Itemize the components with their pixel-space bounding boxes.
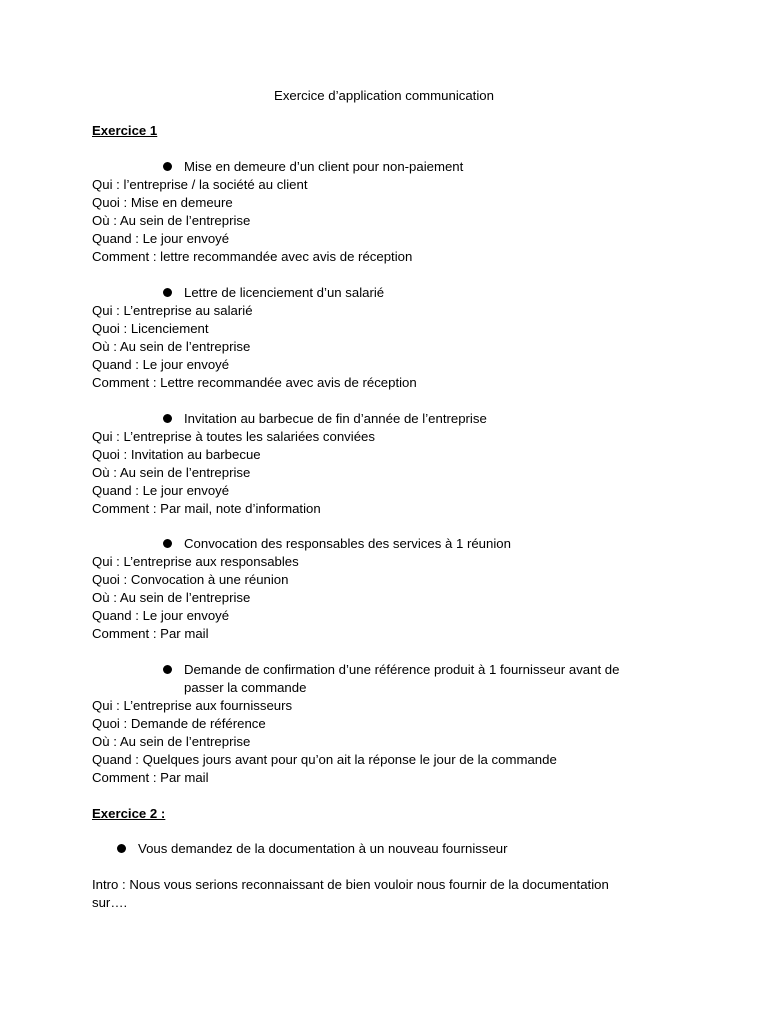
ou-line: Où : Au sein de l’entreprise (92, 734, 251, 749)
intro-line-continuation: sur…. (92, 895, 128, 910)
quoi-line: Quoi : Demande de référence (92, 716, 266, 731)
comment-line: Comment : Par mail (92, 626, 209, 641)
bullet-dot-icon (163, 162, 172, 171)
bullet-text: Mise en demeure d’un client pour non-paiement (184, 159, 464, 174)
document-title: Exercice d’application communication (274, 88, 494, 103)
quand-line: Quand : Quelques jours avant pour qu’on ait la réponse le jour de la commande (92, 752, 557, 767)
ou-line: Où : Au sein de l’entreprise (92, 590, 251, 605)
qui-line: Qui : L’entreprise aux fournisseurs (92, 698, 293, 713)
bullet-text: Vous demandez de la documentation à un nouveau fournisseur (138, 841, 508, 856)
bullet-dot-icon (163, 539, 172, 548)
ou-line: Où : Au sein de l’entreprise (92, 339, 251, 354)
qui-line: Qui : L’entreprise aux responsables (92, 554, 299, 569)
bullet-text: Convocation des responsables des services à 1 réunion (184, 536, 511, 551)
exercice-2-heading: Exercice 2 : (92, 806, 166, 821)
quoi-line: Quoi : Invitation au barbecue (92, 447, 261, 462)
ou-line: Où : Au sein de l’entreprise (92, 213, 251, 228)
qui-line: Qui : L’entreprise au salarié (92, 303, 253, 318)
quoi-line: Quoi : Licenciement (92, 321, 209, 336)
quand-line: Quand : Le jour envoyé (92, 608, 230, 623)
intro-line: Intro : Nous vous serions reconnaissant de bien vouloir nous fournir de la documentation (92, 877, 609, 892)
bullet-text: Demande de confirmation d’une référence produit à 1 fournisseur avant de (184, 662, 620, 677)
bullet-dot-icon (163, 414, 172, 423)
bullet-text: Lettre de licenciement d’un salarié (184, 285, 385, 300)
quand-line: Quand : Le jour envoyé (92, 231, 230, 246)
bullet-dot-icon (163, 665, 172, 674)
qui-line: Qui : L’entreprise à toutes les salariées conviées (92, 429, 375, 444)
quoi-line: Quoi : Mise en demeure (92, 195, 233, 210)
qui-line: Qui : l’entreprise / la société au client (92, 177, 308, 192)
bullet-dot-icon (117, 844, 126, 853)
comment-line: Comment : lettre recommandée avec avis de réception (92, 249, 413, 264)
bullet-text-continuation: passer la commande (184, 680, 307, 695)
comment-line: Comment : Par mail, note d’information (92, 501, 321, 516)
ou-line: Où : Au sein de l’entreprise (92, 465, 251, 480)
bullet-dot-icon (163, 288, 172, 297)
quand-line: Quand : Le jour envoyé (92, 483, 230, 498)
quand-line: Quand : Le jour envoyé (92, 357, 230, 372)
quoi-line: Quoi : Convocation à une réunion (92, 572, 289, 587)
comment-line: Comment : Lettre recommandée avec avis de réception (92, 375, 417, 390)
bullet-text: Invitation au barbecue de fin d’année de l’entreprise (184, 411, 487, 426)
comment-line: Comment : Par mail (92, 770, 209, 785)
exercice-1-heading: Exercice 1 (92, 123, 158, 138)
